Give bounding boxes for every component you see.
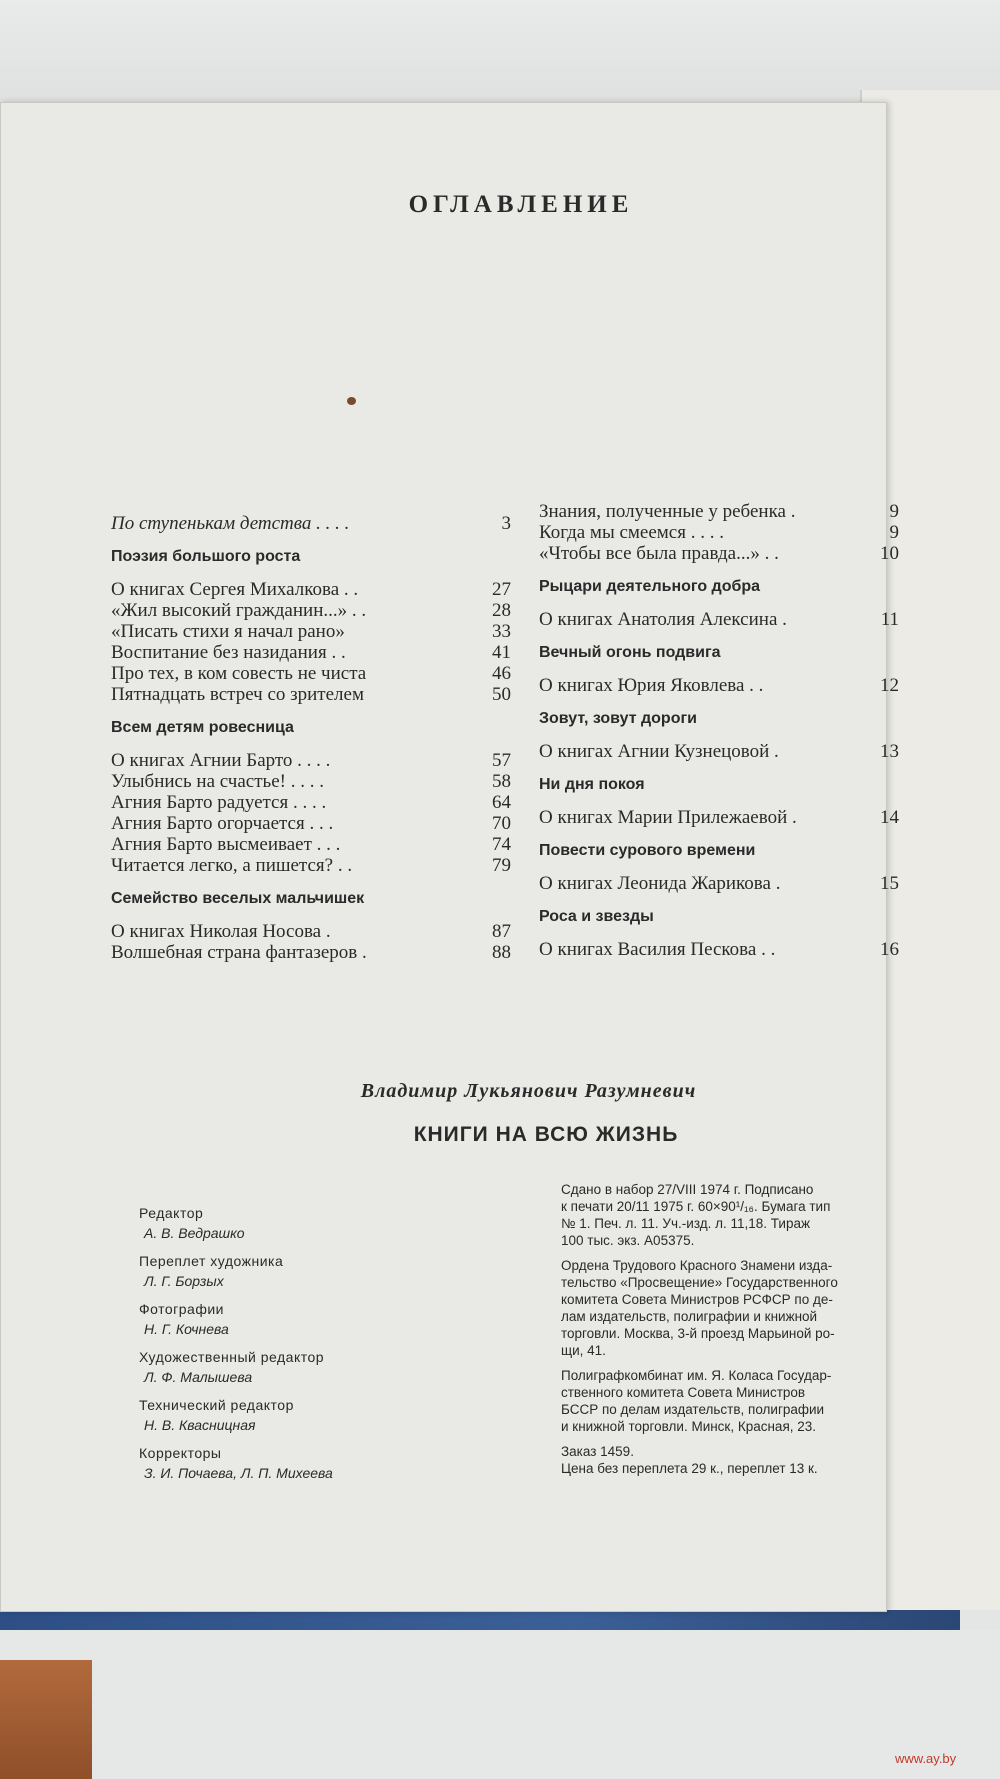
toc-section-title: Вечный огонь подвига: [539, 644, 721, 661]
toc-entry: [111, 813, 511, 834]
toc-gap: [539, 894, 899, 906]
table-surface: [0, 1630, 1000, 1779]
toc-section-title: Поэзия большого роста: [111, 548, 301, 565]
toc-entry-page: 64: [492, 792, 511, 813]
ink-speck: [347, 397, 356, 405]
toc-entry: [539, 807, 899, 828]
toc-entry-title: «Жил высокий гражданин...» . .: [111, 600, 367, 621]
toc-gap: [539, 828, 899, 840]
toc-entry-page: 88: [492, 942, 511, 963]
imprint-line: тельство «Просвещение» Государственного: [561, 1275, 838, 1290]
toc-entry: [111, 942, 511, 963]
imprint-line: и книжной торговли. Минск, Красная, 23.: [561, 1419, 817, 1434]
toc-entry-page: 9: [889, 522, 899, 543]
credit-role: Редактор: [139, 1205, 204, 1221]
imprint-line: Сдано в набор 27/VIII 1974 г. Подписано: [561, 1182, 814, 1197]
toc-gap: [539, 729, 899, 741]
toc-entry-page: 14: [880, 807, 899, 828]
toc-entry-page: 12: [880, 675, 899, 696]
toc-entry-title: Улыбнись на счастье! . . . .: [111, 771, 324, 792]
toc-entry: [111, 663, 511, 684]
toc-entry-page: 50: [492, 684, 511, 705]
background-top: [0, 0, 1000, 105]
toc-entry-title: Про тех, в ком совесть не чиста: [111, 663, 367, 684]
toc-section-title: Роса и звезды: [539, 908, 654, 925]
book-title: КНИГИ НА ВСЮ ЖИЗНЬ: [413, 1123, 679, 1146]
toc-entry-page: 27: [492, 579, 511, 600]
imprint-line: 100 тыс. экз. А05375.: [561, 1233, 695, 1248]
toc-entry: [111, 750, 511, 771]
toc-entry-title: «Чтобы все была правда...» . .: [539, 543, 779, 564]
toc-entry-title: Агния Барто радуется . . . .: [111, 792, 327, 813]
page-heading: ОГЛАВЛЕНИЕ: [408, 191, 634, 218]
toc-gap: [539, 861, 899, 873]
watermark: www.ay.by: [895, 1751, 957, 1766]
toc-section-title: Зовут, зовут дороги: [539, 710, 697, 727]
wooden-surface: [0, 1660, 92, 1779]
toc-entry-page: 70: [492, 813, 511, 834]
toc-entry-page: 9: [889, 501, 899, 522]
toc-entry-page: 46: [492, 663, 511, 684]
toc-entry: [539, 543, 899, 564]
imprint-line: торговли. Москва, 3-й проезд Марьиной ро-: [561, 1326, 835, 1341]
toc-entry-title: Знания, полученные у ребенка .: [539, 501, 796, 522]
toc-entry: [111, 855, 511, 876]
toc-gap: [111, 909, 511, 921]
toc-entry-page: 13: [880, 741, 899, 762]
toc-entry: [539, 501, 899, 522]
toc-entry-title: О книгах Василия Пескова . .: [539, 939, 776, 960]
toc-entry: [539, 741, 899, 762]
toc-section-title: Всем детям ровесница: [111, 719, 294, 736]
toc-gap: [539, 630, 899, 642]
imprint-line: № 1. Печ. л. 11. Уч.-изд. л. 11,18. Тираж: [561, 1216, 811, 1231]
toc-entry-title: По ступенькам детства . . . .: [111, 513, 350, 534]
toc-entry-title: О книгах Анатолия Алексина .: [539, 609, 787, 630]
imprint-line: Полиграфкомбинат им. Я. Коласа Государ-: [561, 1368, 832, 1383]
credit-role: Художественный редактор: [139, 1349, 325, 1365]
credit-name: Л. Ф. Малышева: [144, 1369, 253, 1385]
credit-role: Корректоры: [139, 1445, 222, 1461]
toc-entry-title: Агния Барто огорчается . . .: [111, 813, 334, 834]
toc-gap: [111, 705, 511, 717]
toc-entry-page: 57: [492, 750, 511, 771]
toc-gap: [111, 876, 511, 888]
toc-entry-title: О книгах Николая Носова .: [111, 921, 331, 942]
toc-entry-title: Когда мы смеемся . . . .: [539, 522, 724, 543]
toc-entry: [539, 522, 899, 543]
toc-entry-title: Пятнадцать встреч со зрителем: [111, 684, 364, 705]
credit-name: З. И. Почаева, Л. П. Михеева: [144, 1465, 333, 1481]
toc-entry-page: 74: [492, 834, 511, 855]
toc-entry-page: 16: [880, 939, 899, 960]
toc-gap: [539, 696, 899, 708]
imprint-paragraph: [561, 1443, 921, 1477]
toc-entry: [111, 579, 511, 600]
toc-entry: [539, 675, 899, 696]
toc-entry: [111, 834, 511, 855]
toc-gap: [539, 663, 899, 675]
imprint-line: Ордена Трудового Красного Знамени изда-: [561, 1258, 833, 1273]
toc-entry: [111, 513, 511, 534]
toc-left-column: [111, 513, 511, 963]
credit-name: Н. В. Квасницная: [144, 1417, 256, 1433]
toc-gap: [539, 927, 899, 939]
toc-right-column: [539, 501, 899, 960]
toc-section-title: Семейство веселых мальчишек: [111, 890, 365, 907]
toc-entry: [111, 684, 511, 705]
author-name: Владимир Лукьянович Разумневич: [360, 1080, 697, 1102]
credit-name: Н. Г. Кочнева: [144, 1321, 229, 1337]
toc-entry-page: 10: [880, 543, 899, 564]
toc-entry-title: Агния Барто высмеивает . . .: [111, 834, 341, 855]
toc-entry: [111, 771, 511, 792]
toc-entry-title: О книгах Марии Прилежаевой .: [539, 807, 797, 828]
toc-entry: [111, 642, 511, 663]
toc-gap: [539, 564, 899, 576]
toc-entry-page: 3: [501, 513, 511, 534]
toc-entry-page: 15: [880, 873, 899, 894]
toc-entry-title: О книгах Леонида Жарикова .: [539, 873, 781, 894]
book-page: [0, 102, 899, 1612]
toc-entry-title: О книгах Юрия Яковлева . .: [539, 675, 764, 696]
toc-entry-page: 87: [492, 921, 511, 942]
toc-entry-title: «Писать стихи я начал рано»: [111, 621, 345, 642]
imprint-line: комитета Совета Министров РСФСР по де-: [561, 1292, 833, 1307]
imprint-paragraph: [561, 1367, 921, 1435]
imprint-line: Цена без переплета 29 к., переплет 13 к.: [561, 1461, 818, 1476]
toc-entry: [539, 609, 899, 630]
toc-entry: [111, 921, 511, 942]
toc-entry-title: Читается легко, а пишется? . .: [111, 855, 353, 876]
toc-entry-page: 33: [492, 621, 511, 642]
toc-entry-page: 28: [492, 600, 511, 621]
toc-entry: [111, 621, 511, 642]
toc-section-title: Рыцари деятельного добра: [539, 578, 761, 595]
toc-gap: [539, 762, 899, 774]
imprint-line: ственного комитета Совета Министров: [561, 1385, 806, 1400]
toc-section-title: Повести сурового времени: [539, 842, 756, 859]
imprint-line: лам издательств, полиграфии и книжной: [561, 1309, 818, 1324]
credits-block: [139, 1203, 469, 1491]
toc-gap: [539, 795, 899, 807]
toc-entry-title: О книгах Сергея Михалкова . .: [111, 579, 359, 600]
imprint-line: щи, 41.: [561, 1343, 606, 1358]
toc-entry-title: Волшебная страна фантазеров .: [111, 942, 367, 963]
imprint-line: БССР по делам издательств, полиграфии: [561, 1402, 825, 1417]
toc-gap: [111, 567, 511, 579]
toc-gap: [111, 738, 511, 750]
toc-entry: [539, 939, 899, 960]
toc-gap: [539, 597, 899, 609]
toc-entry-page: 41: [492, 642, 511, 663]
toc-entry-title: О книгах Агнии Кузнецовой .: [539, 741, 779, 762]
credit-name: Л. Г. Борзых: [144, 1273, 224, 1289]
toc-gap: [111, 534, 511, 546]
toc-entry-page: 79: [492, 855, 511, 876]
toc-entry: [111, 792, 511, 813]
toc-entry-title: О книгах Агнии Барто . . . .: [111, 750, 331, 771]
imprint-paragraph: [561, 1181, 921, 1249]
toc-entry: [539, 873, 899, 894]
imprint-line: к печати 20/11 1975 г. 60×90¹/₁₆. Бумага тип: [561, 1199, 831, 1214]
toc-entry: [111, 600, 511, 621]
credit-role: Переплет художника: [139, 1253, 284, 1269]
imprint-block: [561, 1181, 921, 1485]
toc-section-title: Ни дня покоя: [539, 776, 645, 793]
credit-name: А. В. Ведрашко: [144, 1225, 245, 1241]
credit-role: Технический редактор: [139, 1397, 294, 1413]
imprint-paragraph: [561, 1257, 921, 1359]
book-binding: [0, 1610, 960, 1632]
toc-entry-page: 58: [492, 771, 511, 792]
toc-entry-page: 11: [880, 609, 899, 630]
toc-entry-title: Воспитание без назидания . .: [111, 642, 346, 663]
credit-role: Фотографии: [139, 1301, 225, 1317]
imprint-line: Заказ 1459.: [561, 1444, 634, 1459]
